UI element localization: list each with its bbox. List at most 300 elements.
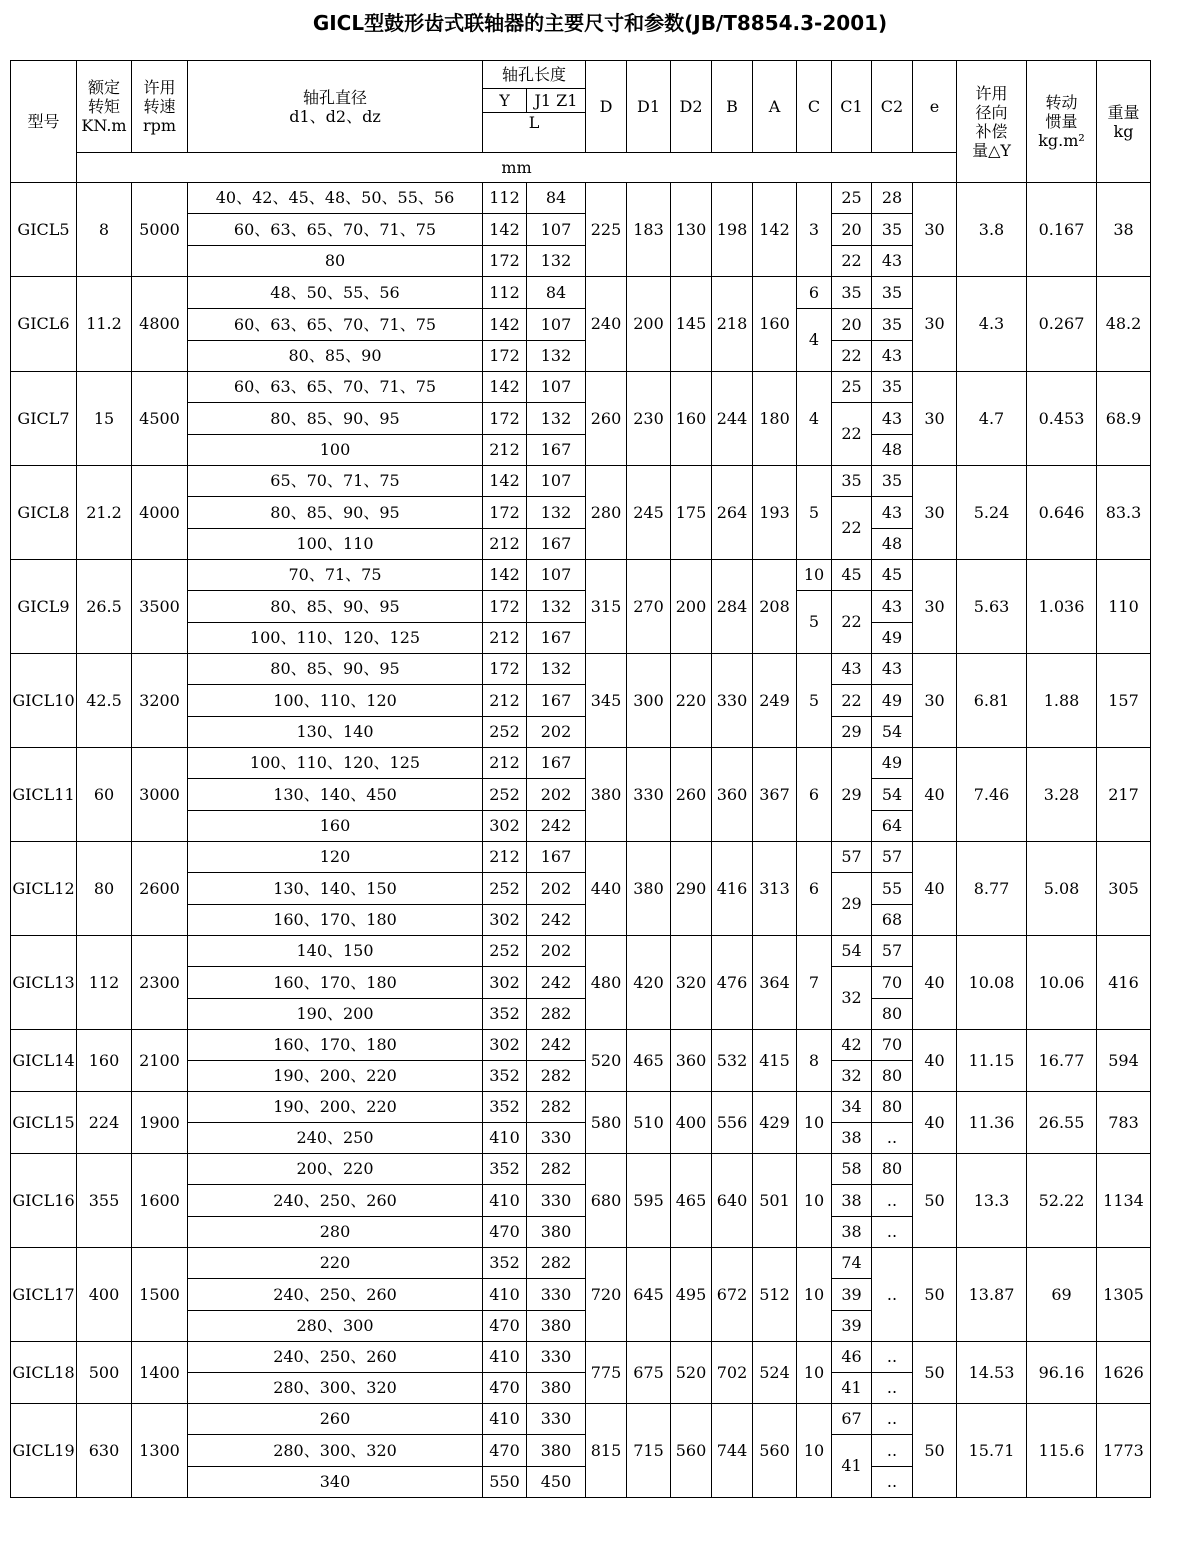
length-y-cell: 212	[483, 435, 527, 466]
length-y-cell: 550	[483, 1467, 527, 1498]
c1-cell: 42	[832, 1030, 872, 1061]
bore-diameter-cell: 340	[188, 1467, 483, 1498]
length-j1z1-cell: 132	[527, 591, 586, 623]
speed-cell: 2600	[132, 842, 188, 936]
weight-cell: 48.2	[1097, 277, 1151, 372]
inertia-cell: 69	[1027, 1248, 1097, 1342]
bore-diameter-cell: 140、150	[188, 936, 483, 967]
bore-diameter-cell: 80、85、90、95	[188, 403, 483, 435]
length-y-cell: 172	[483, 497, 527, 529]
inertia-cell: 96.16	[1027, 1342, 1097, 1404]
length-y-cell: 172	[483, 654, 527, 685]
c1-cell: 22	[832, 591, 872, 654]
c-cell: 10	[797, 1342, 832, 1404]
model-cell: GICL17	[11, 1248, 77, 1342]
bore-diameter-cell: 190、200	[188, 999, 483, 1030]
weight-cell: 1773	[1097, 1404, 1151, 1498]
D-cell: 440	[586, 842, 627, 936]
D2-cell: 495	[671, 1248, 712, 1342]
length-y-cell: 252	[483, 873, 527, 905]
c-cell: 6	[797, 277, 832, 309]
length-y-cell: 212	[483, 623, 527, 654]
length-j1z1-cell: 132	[527, 246, 586, 277]
length-j1z1-cell: 330	[527, 1342, 586, 1373]
c2-cell: 49	[872, 685, 913, 717]
length-y-cell: 212	[483, 842, 527, 873]
model-cell: GICL15	[11, 1092, 77, 1154]
model-cell: GICL9	[11, 560, 77, 654]
length-y-cell: 212	[483, 748, 527, 779]
length-y-cell: 352	[483, 1154, 527, 1185]
col-inertia-header: 转动 惯量 kg.m²	[1027, 61, 1097, 183]
unit-mm-header: mm	[77, 153, 957, 183]
bore-diameter-cell: 160、170、180	[188, 905, 483, 936]
D1-cell: 245	[627, 466, 671, 560]
D-cell: 480	[586, 936, 627, 1030]
length-j1z1-cell: 282	[527, 1154, 586, 1185]
bore-diameter-cell: 48、50、55、56	[188, 277, 483, 309]
c1-cell: 43	[832, 654, 872, 685]
A-cell: 367	[753, 748, 797, 842]
col-D-header: D	[586, 61, 627, 153]
e-cell: 50	[913, 1154, 957, 1248]
length-j1z1-cell: 167	[527, 435, 586, 466]
weight-cell: 68.9	[1097, 372, 1151, 466]
radial-comp-cell: 11.15	[957, 1030, 1027, 1092]
col-torque-header: 额定 转矩 KN.m	[77, 61, 132, 153]
length-y-cell: 470	[483, 1435, 527, 1467]
speed-cell: 1900	[132, 1092, 188, 1154]
table-header	[11, 61, 1151, 183]
bore-diameter-cell: 240、250、260	[188, 1185, 483, 1217]
e-cell: 50	[913, 1248, 957, 1342]
torque-cell: 15	[77, 372, 132, 466]
weight-cell: 1626	[1097, 1342, 1151, 1404]
weight-cell: 594	[1097, 1030, 1151, 1092]
radial-comp-cell: 4.3	[957, 277, 1027, 372]
D1-cell: 270	[627, 560, 671, 654]
length-j1z1-cell: 132	[527, 654, 586, 685]
radial-comp-cell: 6.81	[957, 654, 1027, 748]
length-j1z1-cell: 282	[527, 1248, 586, 1279]
c2-cell: 49	[872, 748, 913, 779]
D2-cell: 520	[671, 1342, 712, 1404]
A-cell: 364	[753, 936, 797, 1030]
bore-diameter-cell: 160、170、180	[188, 967, 483, 999]
D1-cell: 183	[627, 183, 671, 277]
length-j1z1-cell: 132	[527, 341, 586, 372]
c1-cell: 38	[832, 1217, 872, 1248]
D1-cell: 300	[627, 654, 671, 748]
model-cell: GICL18	[11, 1342, 77, 1404]
c2-cell: 64	[872, 811, 913, 842]
D-cell: 815	[586, 1404, 627, 1498]
length-y-cell: 252	[483, 936, 527, 967]
inertia-cell: 0.267	[1027, 277, 1097, 372]
A-cell: 208	[753, 560, 797, 654]
c1-cell: 20	[832, 309, 872, 341]
D1-cell: 645	[627, 1248, 671, 1342]
c1-cell: 67	[832, 1404, 872, 1435]
length-j1z1-cell: 242	[527, 967, 586, 999]
bore-diameter-cell: 220	[188, 1248, 483, 1279]
c1-cell: 20	[832, 214, 872, 246]
A-cell: 313	[753, 842, 797, 936]
weight-cell: 157	[1097, 654, 1151, 748]
length-y-cell: 252	[483, 717, 527, 748]
weight-cell: 38	[1097, 183, 1151, 277]
model-cell: GICL12	[11, 842, 77, 936]
c2-cell: ..	[872, 1467, 913, 1498]
c2-cell: ..	[872, 1435, 913, 1467]
length-j1z1-cell: 132	[527, 497, 586, 529]
c2-cell: 43	[872, 403, 913, 435]
table-row	[11, 748, 1151, 779]
length-y-cell: 172	[483, 591, 527, 623]
model-cell: GICL7	[11, 372, 77, 466]
model-cell: GICL10	[11, 654, 77, 748]
length-j1z1-cell: 380	[527, 1217, 586, 1248]
B-cell: 702	[712, 1342, 753, 1404]
c2-cell: 68	[872, 905, 913, 936]
bore-diameter-cell: 240、250、260	[188, 1279, 483, 1311]
torque-cell: 112	[77, 936, 132, 1030]
bore-diameter-cell: 120	[188, 842, 483, 873]
c1-cell: 41	[832, 1435, 872, 1498]
length-j1z1-cell: 84	[527, 183, 586, 214]
speed-cell: 3000	[132, 748, 188, 842]
speed-cell: 2100	[132, 1030, 188, 1092]
B-cell: 360	[712, 748, 753, 842]
D-cell: 520	[586, 1030, 627, 1092]
c2-cell: 35	[872, 309, 913, 341]
c1-cell: 54	[832, 936, 872, 967]
length-y-cell: 172	[483, 246, 527, 277]
weight-cell: 305	[1097, 842, 1151, 936]
inertia-cell: 26.55	[1027, 1092, 1097, 1154]
D1-cell: 380	[627, 842, 671, 936]
B-cell: 330	[712, 654, 753, 748]
inertia-cell: 1.88	[1027, 654, 1097, 748]
c1-cell: 22	[832, 341, 872, 372]
c-cell: 4	[797, 309, 832, 372]
c1-cell: 29	[832, 873, 872, 936]
weight-cell: 783	[1097, 1092, 1151, 1154]
table-row	[11, 1404, 1151, 1435]
table-body	[11, 183, 1151, 1498]
B-cell: 264	[712, 466, 753, 560]
D2-cell: 320	[671, 936, 712, 1030]
length-j1z1-cell: 242	[527, 1030, 586, 1061]
speed-cell: 3500	[132, 560, 188, 654]
length-y-cell: 142	[483, 372, 527, 403]
torque-cell: 500	[77, 1342, 132, 1404]
radial-comp-cell: 5.24	[957, 466, 1027, 560]
torque-cell: 60	[77, 748, 132, 842]
D-cell: 240	[586, 277, 627, 372]
D-cell: 225	[586, 183, 627, 277]
torque-cell: 42.5	[77, 654, 132, 748]
length-y-cell: 302	[483, 905, 527, 936]
c1-cell: 34	[832, 1092, 872, 1123]
D-cell: 380	[586, 748, 627, 842]
D2-cell: 260	[671, 748, 712, 842]
c2-cell: 35	[872, 372, 913, 403]
col-C-header: C	[797, 61, 832, 153]
radial-comp-cell: 3.8	[957, 183, 1027, 277]
col-D2-header: D2	[671, 61, 712, 153]
c-cell: 8	[797, 1030, 832, 1092]
table-row	[11, 1342, 1151, 1373]
c-cell: 5	[797, 591, 832, 654]
col-A-header: A	[753, 61, 797, 153]
A-cell: 524	[753, 1342, 797, 1404]
length-y-cell: 302	[483, 1030, 527, 1061]
radial-comp-cell: 15.71	[957, 1404, 1027, 1498]
torque-cell: 80	[77, 842, 132, 936]
length-y-cell: 302	[483, 967, 527, 999]
radial-comp-cell: 8.77	[957, 842, 1027, 936]
table-row	[11, 1092, 1151, 1123]
bore-diameter-cell: 280、300、320	[188, 1435, 483, 1467]
length-j1z1-cell: 167	[527, 623, 586, 654]
spec-table	[10, 60, 1151, 1498]
bore-diameter-cell: 100、110	[188, 529, 483, 560]
length-y-cell: 352	[483, 999, 527, 1030]
c2-cell: 43	[872, 497, 913, 529]
D1-cell: 675	[627, 1342, 671, 1404]
D-cell: 260	[586, 372, 627, 466]
c2-cell: 43	[872, 341, 913, 372]
D2-cell: 130	[671, 183, 712, 277]
weight-cell: 416	[1097, 936, 1151, 1030]
D1-cell: 595	[627, 1154, 671, 1248]
length-y-cell: 172	[483, 403, 527, 435]
c-cell: 5	[797, 654, 832, 748]
c2-cell: 35	[872, 277, 913, 309]
e-cell: 30	[913, 183, 957, 277]
D2-cell: 145	[671, 277, 712, 372]
length-j1z1-cell: 242	[527, 905, 586, 936]
c1-cell: 58	[832, 1154, 872, 1185]
col-D1-header: D1	[627, 61, 671, 153]
D-cell: 775	[586, 1342, 627, 1404]
A-cell: 560	[753, 1404, 797, 1498]
speed-cell: 1400	[132, 1342, 188, 1404]
B-cell: 198	[712, 183, 753, 277]
page-title: GICL型鼓形齿式联轴器的主要尺寸和参数(JB/T8854.3-2001)	[312, 11, 888, 35]
A-cell: 193	[753, 466, 797, 560]
D2-cell: 400	[671, 1092, 712, 1154]
length-j1z1-cell: 107	[527, 466, 586, 497]
B-cell: 556	[712, 1092, 753, 1154]
c2-cell: 80	[872, 1061, 913, 1092]
B-cell: 476	[712, 936, 753, 1030]
length-y-cell: 410	[483, 1404, 527, 1435]
table-row	[11, 183, 1151, 214]
c2-cell: 80	[872, 1154, 913, 1185]
bore-diameter-cell: 130、140	[188, 717, 483, 748]
e-cell: 30	[913, 466, 957, 560]
B-cell: 672	[712, 1248, 753, 1342]
B-cell: 640	[712, 1154, 753, 1248]
c-cell: 10	[797, 1154, 832, 1248]
c1-cell: 22	[832, 497, 872, 560]
c2-cell: ..	[872, 1404, 913, 1435]
c1-cell: 38	[832, 1123, 872, 1154]
bore-diameter-cell: 190、200、220	[188, 1061, 483, 1092]
torque-cell: 11.2	[77, 277, 132, 372]
bore-diameter-cell: 60、63、65、70、71、75	[188, 309, 483, 341]
length-y-cell: 172	[483, 341, 527, 372]
length-j1z1-cell: 107	[527, 214, 586, 246]
c1-cell: 32	[832, 967, 872, 1030]
c2-cell: 35	[872, 214, 913, 246]
length-j1z1-cell: 167	[527, 748, 586, 779]
model-cell: GICL13	[11, 936, 77, 1030]
table-row	[11, 842, 1151, 873]
table-row	[11, 1154, 1151, 1185]
D1-cell: 230	[627, 372, 671, 466]
length-j1z1-cell: 202	[527, 936, 586, 967]
length-y-cell: 142	[483, 214, 527, 246]
length-y-cell: 302	[483, 811, 527, 842]
A-cell: 142	[753, 183, 797, 277]
length-y-cell: 212	[483, 685, 527, 717]
col-radial-header: 许用 径向 补偿 量△Y	[957, 61, 1027, 183]
length-y-cell: 470	[483, 1217, 527, 1248]
radial-comp-cell: 11.36	[957, 1092, 1027, 1154]
speed-cell: 2300	[132, 936, 188, 1030]
col-weight-header: 重量 kg	[1097, 61, 1151, 183]
bore-diameter-cell: 200、220	[188, 1154, 483, 1185]
model-cell: GICL11	[11, 748, 77, 842]
c-cell: 10	[797, 1404, 832, 1498]
bore-diameter-cell: 130、140、150	[188, 873, 483, 905]
c2-cell: 57	[872, 936, 913, 967]
inertia-cell: 115.6	[1027, 1404, 1097, 1498]
bore-diameter-cell: 280、300	[188, 1311, 483, 1342]
speed-cell: 1600	[132, 1154, 188, 1248]
c2-cell: 57	[872, 842, 913, 873]
length-j1z1-cell: 380	[527, 1373, 586, 1404]
weight-cell: 1305	[1097, 1248, 1151, 1342]
torque-cell: 224	[77, 1092, 132, 1154]
model-cell: GICL6	[11, 277, 77, 372]
inertia-cell: 10.06	[1027, 936, 1097, 1030]
length-j1z1-cell: 380	[527, 1435, 586, 1467]
torque-cell: 400	[77, 1248, 132, 1342]
A-cell: 160	[753, 277, 797, 372]
inertia-cell: 0.167	[1027, 183, 1097, 277]
col-L-header: L	[483, 113, 586, 153]
speed-cell: 4000	[132, 466, 188, 560]
D2-cell: 160	[671, 372, 712, 466]
B-cell: 744	[712, 1404, 753, 1498]
D2-cell: 220	[671, 654, 712, 748]
speed-cell: 5000	[132, 183, 188, 277]
c1-cell: 32	[832, 1061, 872, 1092]
c2-cell: 55	[872, 873, 913, 905]
c2-cell: 80	[872, 999, 913, 1030]
length-j1z1-cell: 107	[527, 560, 586, 591]
col-speed-header: 许用 转速 rpm	[132, 61, 188, 153]
length-y-cell: 410	[483, 1185, 527, 1217]
speed-cell: 1300	[132, 1404, 188, 1498]
c2-cell: ..	[872, 1185, 913, 1217]
col-B-header: B	[712, 61, 753, 153]
c1-cell: 57	[832, 842, 872, 873]
length-j1z1-cell: 282	[527, 999, 586, 1030]
c1-cell: 22	[832, 246, 872, 277]
D-cell: 580	[586, 1092, 627, 1154]
table-row	[11, 466, 1151, 497]
A-cell: 415	[753, 1030, 797, 1092]
c1-cell: 39	[832, 1279, 872, 1311]
bore-diameter-cell: 190、200、220	[188, 1092, 483, 1123]
D2-cell: 465	[671, 1154, 712, 1248]
inertia-cell: 3.28	[1027, 748, 1097, 842]
bore-diameter-cell: 100、110、120	[188, 685, 483, 717]
c2-cell: 28	[872, 183, 913, 214]
length-j1z1-cell: 282	[527, 1061, 586, 1092]
c1-cell: 46	[832, 1342, 872, 1373]
torque-cell: 160	[77, 1030, 132, 1092]
length-j1z1-cell: 450	[527, 1467, 586, 1498]
radial-comp-cell: 5.63	[957, 560, 1027, 654]
bore-diameter-cell: 80、85、90、95	[188, 591, 483, 623]
inertia-cell: 16.77	[1027, 1030, 1097, 1092]
D1-cell: 715	[627, 1404, 671, 1498]
bore-diameter-cell: 160、170、180	[188, 1030, 483, 1061]
A-cell: 249	[753, 654, 797, 748]
bore-diameter-cell: 100、110、120、125	[188, 748, 483, 779]
inertia-cell: 5.08	[1027, 842, 1097, 936]
e-cell: 40	[913, 842, 957, 936]
D2-cell: 560	[671, 1404, 712, 1498]
length-y-cell: 142	[483, 309, 527, 341]
bore-diameter-cell: 60、63、65、70、71、75	[188, 372, 483, 403]
length-y-cell: 352	[483, 1092, 527, 1123]
D2-cell: 200	[671, 560, 712, 654]
inertia-cell: 52.22	[1027, 1154, 1097, 1248]
length-y-cell: 410	[483, 1123, 527, 1154]
c2-cell: 80	[872, 1092, 913, 1123]
length-j1z1-cell: 330	[527, 1123, 586, 1154]
length-j1z1-cell: 167	[527, 842, 586, 873]
radial-comp-cell: 4.7	[957, 372, 1027, 466]
bore-diameter-cell: 80、85、90、95	[188, 654, 483, 685]
c1-cell: 39	[832, 1311, 872, 1342]
c2-cell: 43	[872, 246, 913, 277]
e-cell: 40	[913, 936, 957, 1030]
c2-cell: 49	[872, 623, 913, 654]
length-j1z1-cell: 282	[527, 1092, 586, 1123]
B-cell: 284	[712, 560, 753, 654]
c1-cell: 74	[832, 1248, 872, 1279]
c1-cell: 45	[832, 560, 872, 591]
bore-diameter-cell: 40、42、45、48、50、55、56	[188, 183, 483, 214]
speed-cell: 4800	[132, 277, 188, 372]
model-cell: GICL14	[11, 1030, 77, 1092]
e-cell: 40	[913, 748, 957, 842]
D2-cell: 290	[671, 842, 712, 936]
bore-diameter-cell: 100、110、120、125	[188, 623, 483, 654]
D2-cell: 360	[671, 1030, 712, 1092]
col-e-header: e	[913, 61, 957, 153]
c2-cell: ..	[872, 1373, 913, 1404]
D2-cell: 175	[671, 466, 712, 560]
